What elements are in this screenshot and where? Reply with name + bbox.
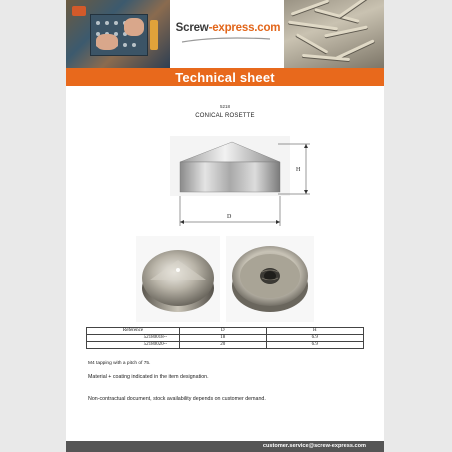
- footer-bar: [66, 441, 384, 452]
- material-note: Material + coating indicated in the item designation.: [88, 374, 209, 380]
- table-row: [87, 335, 364, 342]
- header-photo-screws: [284, 0, 384, 68]
- logo-text-main: Screw: [175, 22, 209, 34]
- height-label: H: [296, 167, 301, 173]
- col-d: D: [180, 328, 267, 335]
- product-title: CONICAL ROSETTE: [195, 113, 255, 119]
- technical-sheet-banner: [66, 68, 384, 86]
- product-photo-bottom: [226, 236, 314, 322]
- disclaimer-note: Non-contractual document, stock availability depends on customer demand.: [88, 396, 266, 402]
- brand-logo: [174, 22, 282, 34]
- table-row: [87, 342, 364, 349]
- cell-reference: 52180020--: [87, 342, 180, 349]
- logo-swoosh-icon: [178, 36, 274, 44]
- banner-title: Technical sheet: [175, 69, 275, 85]
- dimension-drawing: [170, 134, 320, 232]
- cell-d: 18: [180, 335, 267, 342]
- diameter-label: D: [227, 214, 232, 220]
- technical-sheet-page: [66, 0, 384, 452]
- product-code: 5218: [219, 104, 230, 109]
- col-reference: Reference: [87, 328, 180, 335]
- reference-table: [86, 327, 364, 349]
- cell-reference: 52180018--: [87, 335, 180, 342]
- header-photo-tools: [66, 0, 170, 68]
- cell-d: 20: [180, 342, 267, 349]
- product-photo-top: [136, 236, 220, 322]
- table-header-row: [87, 328, 364, 335]
- tapping-note: M4 tapping with a pitch of 75.: [88, 361, 151, 366]
- cell-h: 6.9: [266, 335, 363, 342]
- col-h: H: [266, 328, 363, 335]
- footer-email-link[interactable]: customer.service@screw-express.com: [262, 443, 366, 449]
- cell-h: 6.9: [266, 342, 363, 349]
- logo-text-domain: -express.com: [208, 22, 281, 34]
